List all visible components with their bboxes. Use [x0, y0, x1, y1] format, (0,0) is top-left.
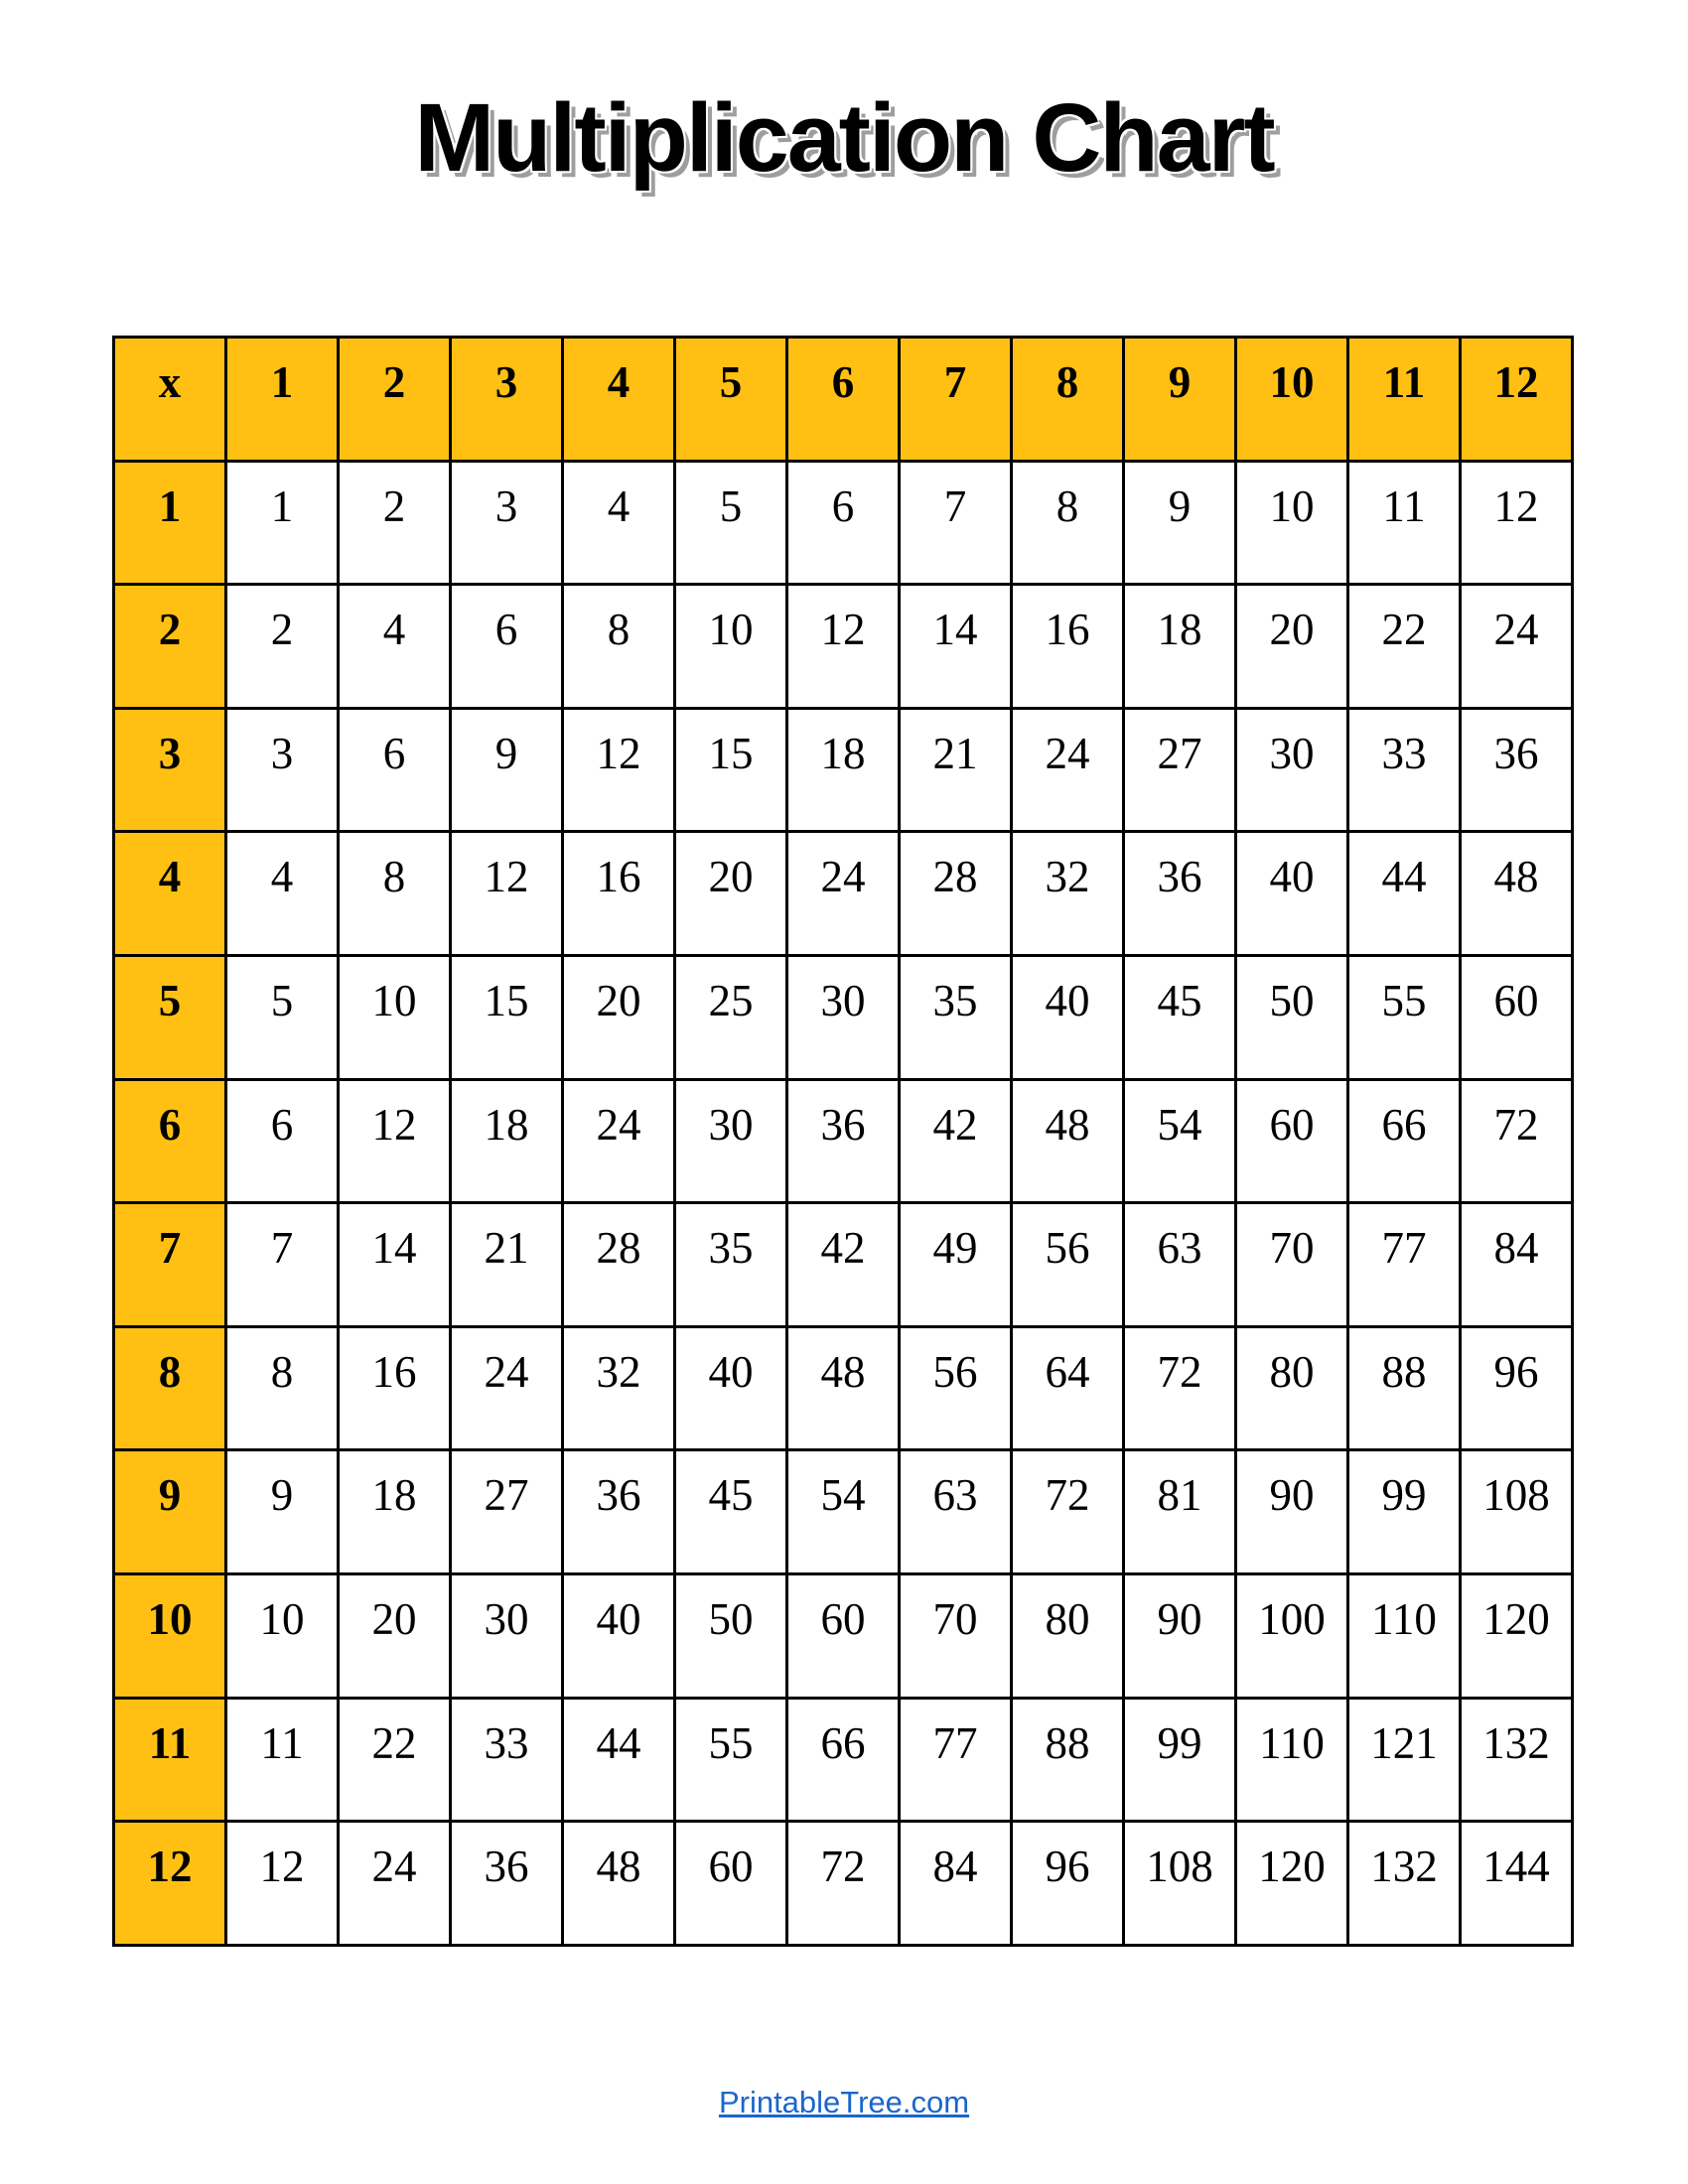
table-cell: 7 — [900, 461, 1012, 585]
corner-cell: x — [114, 338, 226, 462]
table-cell: 72 — [1461, 1079, 1573, 1203]
table-cell: 36 — [451, 1822, 563, 1946]
table-cell: 2 — [339, 461, 451, 585]
table-cell: 88 — [1012, 1698, 1124, 1822]
table-cell: 24 — [339, 1822, 451, 1946]
table-cell: 10 — [226, 1573, 339, 1698]
table-cell: 132 — [1348, 1822, 1461, 1946]
table-row — [114, 1573, 1573, 1698]
row-header-cell: 2 — [114, 585, 226, 709]
table-cell: 45 — [1124, 955, 1236, 1079]
table-cell: 10 — [339, 955, 451, 1079]
table-cell: 49 — [900, 1203, 1012, 1327]
table-cell: 32 — [1012, 832, 1124, 956]
table-cell: 20 — [675, 832, 787, 956]
table-cell: 60 — [675, 1822, 787, 1946]
header-row — [114, 338, 1573, 462]
table-cell: 6 — [226, 1079, 339, 1203]
table-cell: 96 — [1012, 1822, 1124, 1946]
table-cell: 8 — [339, 832, 451, 956]
table-cell: 63 — [1124, 1203, 1236, 1327]
table-cell: 11 — [1348, 461, 1461, 585]
row-header-cell: 5 — [114, 955, 226, 1079]
row-header-cell: 1 — [114, 461, 226, 585]
table-row — [114, 832, 1573, 956]
row-header-cell: 10 — [114, 1573, 226, 1698]
table-cell: 30 — [1236, 708, 1348, 832]
table-cell: 6 — [787, 461, 900, 585]
table-cell: 16 — [1012, 585, 1124, 709]
table-cell: 50 — [675, 1573, 787, 1698]
table-cell: 56 — [900, 1326, 1012, 1450]
table-cell: 20 — [563, 955, 675, 1079]
table-cell: 36 — [787, 1079, 900, 1203]
table-cell: 44 — [563, 1698, 675, 1822]
table-cell: 48 — [563, 1822, 675, 1946]
table-cell: 18 — [339, 1450, 451, 1574]
table-cell: 84 — [1461, 1203, 1573, 1327]
table-cell: 40 — [563, 1573, 675, 1698]
table-cell: 12 — [226, 1822, 339, 1946]
table-row — [114, 955, 1573, 1079]
table-cell: 33 — [451, 1698, 563, 1822]
table-cell: 120 — [1461, 1573, 1573, 1698]
table-cell: 100 — [1236, 1573, 1348, 1698]
table-cell: 18 — [1124, 585, 1236, 709]
row-header-cell: 4 — [114, 832, 226, 956]
col-header-cell: 9 — [1124, 338, 1236, 462]
table-cell: 36 — [1124, 832, 1236, 956]
table-cell: 2 — [226, 585, 339, 709]
table-cell: 96 — [1461, 1326, 1573, 1450]
table-cell: 4 — [226, 832, 339, 956]
table-cell: 3 — [451, 461, 563, 585]
table-cell: 12 — [787, 585, 900, 709]
table-cell: 45 — [675, 1450, 787, 1574]
table-cell: 110 — [1236, 1698, 1348, 1822]
table-cell: 28 — [900, 832, 1012, 956]
table-cell: 15 — [451, 955, 563, 1079]
col-header-cell: 4 — [563, 338, 675, 462]
table-cell: 40 — [675, 1326, 787, 1450]
table-cell: 80 — [1236, 1326, 1348, 1450]
table-cell: 30 — [787, 955, 900, 1079]
table-cell: 77 — [900, 1698, 1012, 1822]
row-header-cell: 3 — [114, 708, 226, 832]
table-cell: 50 — [1236, 955, 1348, 1079]
table-cell: 121 — [1348, 1698, 1461, 1822]
table-cell: 24 — [451, 1326, 563, 1450]
table-cell: 54 — [787, 1450, 900, 1574]
table-cell: 35 — [900, 955, 1012, 1079]
table-cell: 8 — [226, 1326, 339, 1450]
table-cell: 9 — [451, 708, 563, 832]
table-row — [114, 585, 1573, 709]
table-cell: 60 — [1236, 1079, 1348, 1203]
table-cell: 64 — [1012, 1326, 1124, 1450]
table-cell: 36 — [563, 1450, 675, 1574]
table-cell: 36 — [1461, 708, 1573, 832]
table-cell: 60 — [787, 1573, 900, 1698]
table-cell: 66 — [1348, 1079, 1461, 1203]
table-cell: 70 — [1236, 1203, 1348, 1327]
table-cell: 12 — [1461, 461, 1573, 585]
table-cell: 42 — [900, 1079, 1012, 1203]
row-header-cell: 7 — [114, 1203, 226, 1327]
table-cell: 12 — [339, 1079, 451, 1203]
table-cell: 20 — [1236, 585, 1348, 709]
table-cell: 7 — [226, 1203, 339, 1327]
table-cell: 55 — [1348, 955, 1461, 1079]
table-cell: 32 — [563, 1326, 675, 1450]
table-row — [114, 1698, 1573, 1822]
table-cell: 55 — [675, 1698, 787, 1822]
row-header-cell: 12 — [114, 1822, 226, 1946]
table-cell: 10 — [1236, 461, 1348, 585]
table-cell: 4 — [563, 461, 675, 585]
table-cell: 18 — [787, 708, 900, 832]
table-cell: 90 — [1236, 1450, 1348, 1574]
col-header-cell: 2 — [339, 338, 451, 462]
table-cell: 16 — [563, 832, 675, 956]
table-cell: 24 — [1012, 708, 1124, 832]
table-cell: 120 — [1236, 1822, 1348, 1946]
table-cell: 40 — [1012, 955, 1124, 1079]
table-cell: 12 — [451, 832, 563, 956]
col-header-cell: 3 — [451, 338, 563, 462]
table-cell: 48 — [1461, 832, 1573, 956]
table-cell: 21 — [900, 708, 1012, 832]
row-header-cell: 6 — [114, 1079, 226, 1203]
col-header-cell: 12 — [1461, 338, 1573, 462]
table-cell: 9 — [226, 1450, 339, 1574]
table-cell: 9 — [1124, 461, 1236, 585]
table-row — [114, 1203, 1573, 1327]
table-cell: 60 — [1461, 955, 1573, 1079]
table-cell: 81 — [1124, 1450, 1236, 1574]
table-row — [114, 461, 1573, 585]
row-header-cell: 9 — [114, 1450, 226, 1574]
table-cell: 10 — [675, 585, 787, 709]
printabletree-link[interactable]: PrintableTree.com — [718, 2085, 970, 2119]
table-cell: 11 — [226, 1698, 339, 1822]
table-cell: 42 — [787, 1203, 900, 1327]
table-cell: 108 — [1124, 1822, 1236, 1946]
table-row — [114, 1326, 1573, 1450]
table-row — [114, 708, 1573, 832]
multiplication-table — [112, 336, 1574, 1947]
table-cell: 48 — [787, 1326, 900, 1450]
table-cell: 8 — [1012, 461, 1124, 585]
table-cell: 8 — [563, 585, 675, 709]
table-cell: 1 — [226, 461, 339, 585]
col-header-cell: 1 — [226, 338, 339, 462]
table-cell: 33 — [1348, 708, 1461, 832]
table-cell: 6 — [339, 708, 451, 832]
table-cell: 5 — [675, 461, 787, 585]
col-header-cell: 11 — [1348, 338, 1461, 462]
table-cell: 18 — [451, 1079, 563, 1203]
table-cell: 28 — [563, 1203, 675, 1327]
table-row — [114, 1822, 1573, 1946]
table-cell: 4 — [339, 585, 451, 709]
table-cell: 80 — [1012, 1573, 1124, 1698]
table-cell: 48 — [1012, 1079, 1124, 1203]
table-cell: 70 — [900, 1573, 1012, 1698]
table-cell: 77 — [1348, 1203, 1461, 1327]
table-cell: 15 — [675, 708, 787, 832]
table-cell: 72 — [787, 1822, 900, 1946]
table-cell: 63 — [900, 1450, 1012, 1574]
col-header-cell: 6 — [787, 338, 900, 462]
table-cell: 30 — [675, 1079, 787, 1203]
table-cell: 35 — [675, 1203, 787, 1327]
table-cell: 90 — [1124, 1573, 1236, 1698]
table-cell: 72 — [1124, 1326, 1236, 1450]
table-cell: 27 — [1124, 708, 1236, 832]
row-header-cell: 11 — [114, 1698, 226, 1822]
table-cell: 99 — [1348, 1450, 1461, 1574]
table-cell: 24 — [1461, 585, 1573, 709]
table-cell: 110 — [1348, 1573, 1461, 1698]
table-cell: 25 — [675, 955, 787, 1079]
table-cell: 144 — [1461, 1822, 1573, 1946]
table-cell: 108 — [1461, 1450, 1573, 1574]
table-cell: 22 — [1348, 585, 1461, 709]
table-cell: 72 — [1012, 1450, 1124, 1574]
table-cell: 30 — [451, 1573, 563, 1698]
table-cell: 40 — [1236, 832, 1348, 956]
col-header-cell: 5 — [675, 338, 787, 462]
page-footer — [0, 2085, 1688, 2120]
table-cell: 14 — [339, 1203, 451, 1327]
table-cell: 14 — [900, 585, 1012, 709]
table-cell: 27 — [451, 1450, 563, 1574]
row-header-cell: 8 — [114, 1326, 226, 1450]
table-row — [114, 1450, 1573, 1574]
table-cell: 6 — [451, 585, 563, 709]
table-cell: 84 — [900, 1822, 1012, 1946]
col-header-cell: 10 — [1236, 338, 1348, 462]
page-title: Multiplication Chart — [414, 83, 1274, 192]
col-header-cell: 7 — [900, 338, 1012, 462]
table-cell: 5 — [226, 955, 339, 1079]
table-row — [114, 1079, 1573, 1203]
table-cell: 21 — [451, 1203, 563, 1327]
table-cell: 56 — [1012, 1203, 1124, 1327]
table-cell: 24 — [787, 832, 900, 956]
table-cell: 88 — [1348, 1326, 1461, 1450]
table-cell: 24 — [563, 1079, 675, 1203]
table-cell: 22 — [339, 1698, 451, 1822]
table-cell: 16 — [339, 1326, 451, 1450]
table-cell: 132 — [1461, 1698, 1573, 1822]
table-cell: 12 — [563, 708, 675, 832]
table-cell: 99 — [1124, 1698, 1236, 1822]
col-header-cell: 8 — [1012, 338, 1124, 462]
table-cell: 66 — [787, 1698, 900, 1822]
table-cell: 54 — [1124, 1079, 1236, 1203]
table-cell: 3 — [226, 708, 339, 832]
table-cell: 44 — [1348, 832, 1461, 956]
table-cell: 20 — [339, 1573, 451, 1698]
